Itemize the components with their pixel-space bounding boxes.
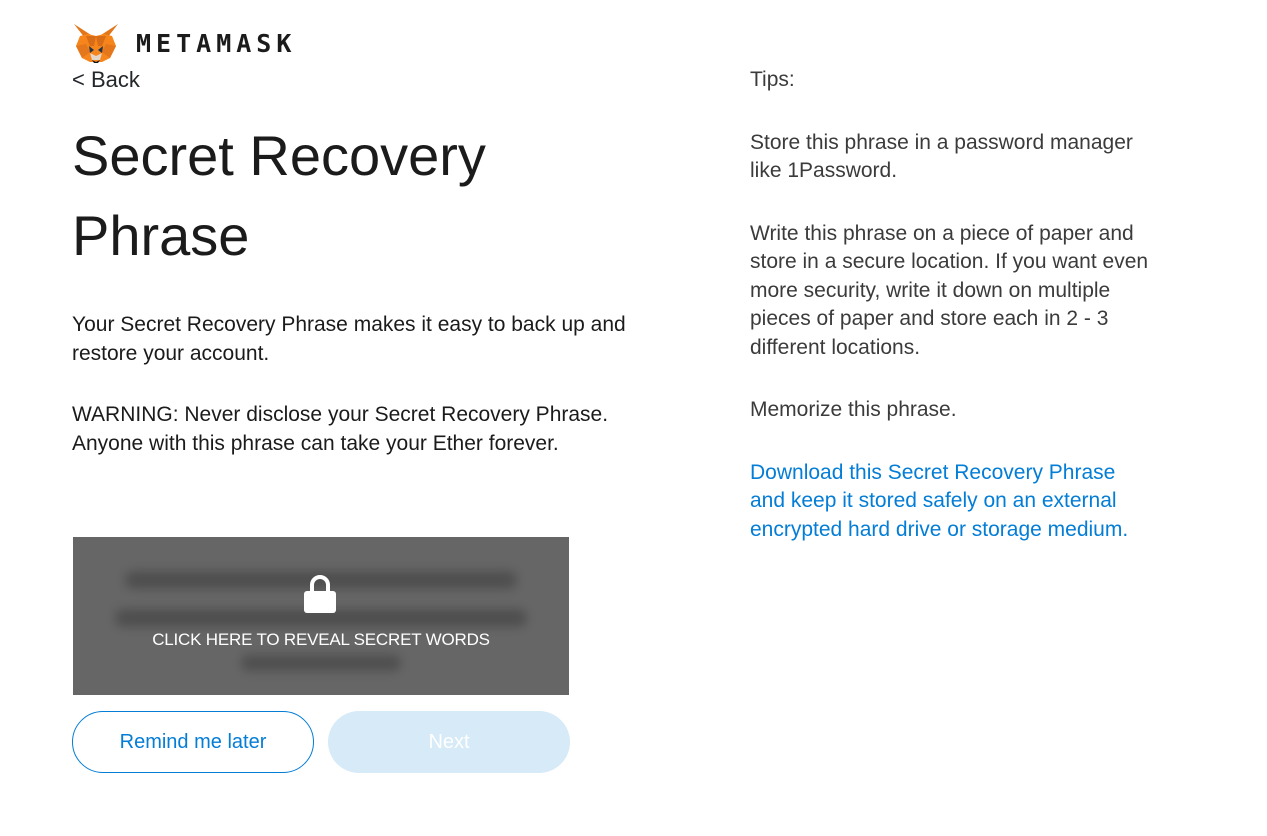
page-title: Secret Recovery Phrase (72, 124, 486, 267)
back-link[interactable]: < Back (72, 67, 140, 92)
brand-header (72, 22, 296, 64)
tip-item: Write this phrase on a piece of paper and store in a secure location. If you want even more security, write it down on multiple pieces of paper and store each in 2 - 3 different locations. (750, 221, 1149, 359)
lock-icon (302, 573, 338, 613)
warning-text: WARNING: Never disclose your Secret Recovery Phrase. Anyone with this phrase can take your Ether forever. (72, 403, 609, 455)
metamask-fox-icon (72, 22, 120, 64)
remind-me-later-button[interactable]: Remind me later (72, 711, 314, 773)
reveal-label: CLICK HERE TO REVEAL SECRET WORDS (152, 630, 490, 649)
tip-item: Memorize this phrase. (750, 398, 957, 421)
tips-panel (750, 66, 1150, 544)
brand-wordmark: METAMASK (136, 28, 297, 58)
description-text: Your Secret Recovery Phrase makes it easy to back up and restore your account. (72, 313, 626, 365)
download-phrase-link[interactable]: Download this Secret Recovery Phrase and keep it stored safely on an external encrypted hard drive or storage medium. (750, 460, 1129, 541)
tip-item: Store this phrase in a password manager like 1Password. (750, 130, 1133, 182)
blurred-words-line (241, 655, 401, 671)
tips-heading: Tips: (750, 68, 795, 91)
reveal-secret-words-button[interactable] (73, 537, 569, 695)
next-button[interactable]: Next (328, 711, 570, 773)
